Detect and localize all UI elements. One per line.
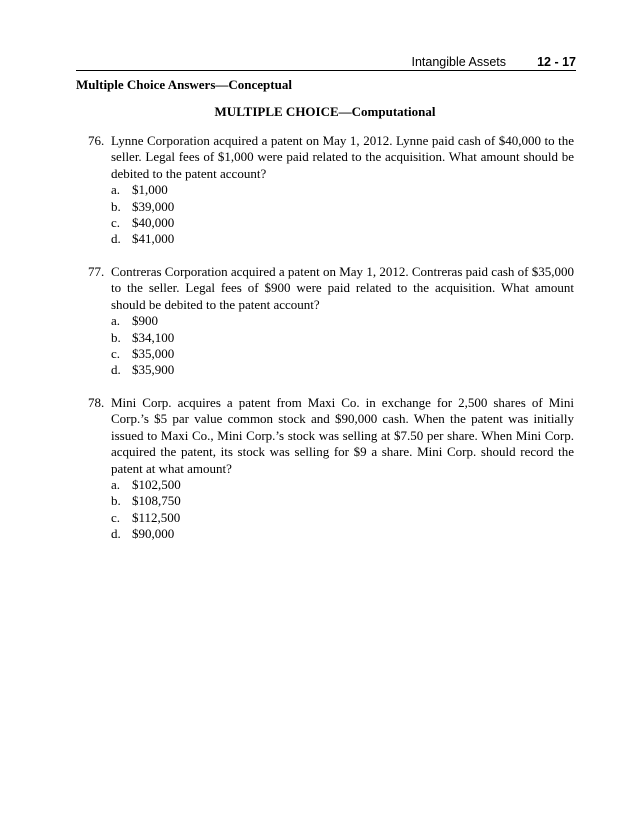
page-header [76,50,576,70]
option-a [111,477,574,493]
option-d [111,362,574,378]
option-letter: b. [111,493,121,509]
question-text: Mini Corp. acquires a patent from Maxi Co. in exchange for 2,500 shares of Mini Corp.’s $5 par value common stock and $90,000 cash. When the patent was initially issued to Maxi Co., Mini Corp.’s stock was selling at $7.50 per share. When Mini Corp. acquired the patent, its stock was selling for $9 a share. Mini Corp. should record the patent at what amount? [111,395,574,476]
option-letter: b. [111,198,121,214]
option-letter: c. [111,215,121,231]
option-letter: c. [111,346,121,362]
option-letter: a. [111,313,121,329]
option-a [111,313,574,329]
option-c [111,215,574,231]
option-letter: c. [111,509,121,525]
option-letter: a. [111,182,121,198]
header-divider [76,70,576,71]
option-text: $90,000 [132,526,175,542]
option-text: $40,000 [132,215,175,231]
question-76 [88,133,574,248]
question-78 [88,395,574,543]
option-text: $900 [132,313,158,329]
option-letter: a. [111,477,121,493]
option-letter: b. [111,329,121,345]
header-page-number: 12 - 17 [537,55,576,69]
option-text: $41,000 [132,231,175,247]
question-number: 78. [88,395,105,410]
question-number: 77. [88,264,105,279]
option-b [111,493,574,509]
option-text: $39,000 [132,198,175,214]
option-a [111,182,574,198]
option-text: $35,900 [132,362,175,378]
option-d [111,231,574,247]
option-b [111,330,574,346]
option-b [111,199,574,215]
question-number: 76. [88,133,105,148]
question-text: Contreras Corporation acquired a patent on May 1, 2012. Contreras paid cash of $35,000 to the seller. Legal fees of $900 were paid related to the acquisition. What amount should be debited to the patent account? [111,264,574,312]
header-section-title: Intangible Assets [411,55,506,69]
option-text: $108,750 [132,493,181,509]
subsection-title: MULTIPLE CHOICE—Computational [214,104,436,119]
option-d [111,526,574,542]
option-text: $112,500 [132,509,181,525]
option-text: $35,000 [132,346,175,362]
option-letter: d. [111,231,121,247]
option-text: $34,100 [132,329,175,345]
option-text: $102,500 [132,477,181,493]
section-title: Multiple Choice Answers—Conceptual [76,77,292,92]
question-77 [88,264,574,379]
option-c [111,510,574,526]
question-text: Lynne Corporation acquired a patent on May 1, 2012. Lynne paid cash of $40,000 to the seller. Legal fees of $1,000 were paid related to the acquisition. What amount should be debited to the patent account? [111,133,574,181]
option-text: $1,000 [132,182,168,198]
option-letter: d. [111,526,121,542]
option-c [111,346,574,362]
option-letter: d. [111,362,121,378]
